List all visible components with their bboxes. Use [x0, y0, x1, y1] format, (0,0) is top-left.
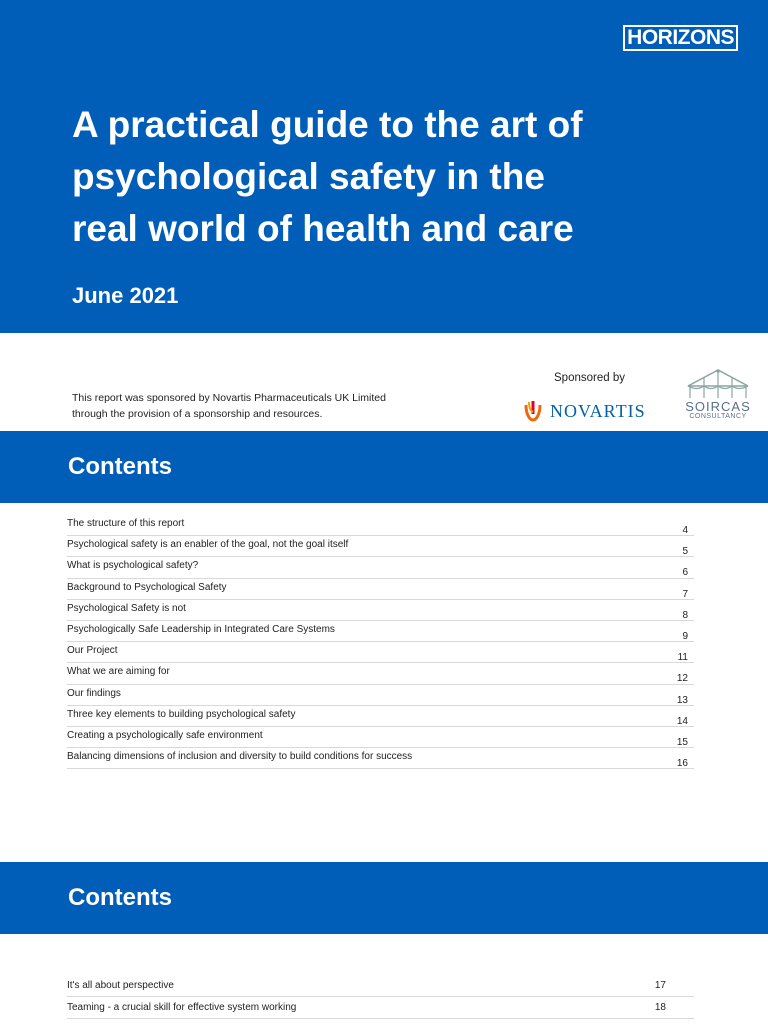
toc-entry[interactable] — [67, 975, 694, 997]
toc-entry[interactable] — [67, 579, 694, 600]
toc-entry-page: 12 — [676, 673, 688, 685]
novartis-wordmark: NOVARTIS — [550, 400, 646, 421]
sponsor-note-line: This report was sponsored by Novartis Pharmaceuticals UK Limited — [72, 392, 386, 404]
report-title-line: real world of health and care — [72, 208, 574, 249]
toc-entry[interactable] — [67, 663, 694, 684]
horizons-logo: HORIZONS — [623, 25, 738, 51]
toc-entry-title: The structure of this report — [67, 518, 185, 529]
toc-entry-page: 5 — [682, 546, 688, 558]
toc-entry-page: 7 — [682, 588, 688, 600]
toc-entry-page: 17 — [654, 980, 666, 991]
toc-entry-page: 13 — [676, 694, 688, 706]
soircas-logo — [680, 368, 756, 424]
toc-entry-title: Balancing dimensions of inclusion and diversity to build conditions for success — [67, 751, 413, 763]
toc-entry[interactable] — [67, 536, 694, 557]
report-title-line: psychological safety in the — [72, 156, 545, 197]
toc-entry-page: 11 — [677, 652, 688, 664]
toc-entry-title: Our Project — [67, 645, 118, 657]
contents-header — [0, 862, 768, 934]
toc-entry[interactable] — [67, 706, 694, 727]
toc-entry-title: Three key elements to building psychological safety — [67, 708, 296, 720]
toc-entry-title: Psychological Safety is not — [67, 602, 186, 614]
toc-entry[interactable] — [67, 557, 694, 578]
toc-entry-page: 8 — [682, 609, 688, 621]
toc-entry[interactable] — [67, 621, 694, 642]
novartis-logo — [522, 398, 646, 424]
toc-entry-title: Psychological safety is an enabler of the goal, not the goal itself — [67, 539, 349, 551]
cover-header — [0, 0, 768, 333]
toc-entry[interactable] — [67, 600, 694, 621]
toc-entry-page: 6 — [682, 567, 688, 579]
toc-entry-title: Teaming - a crucial skill for effective system working — [67, 1002, 297, 1013]
toc-entry-page: 4 — [682, 525, 688, 536]
toc-entry-page: 16 — [676, 758, 688, 770]
toc-entry-title: It's all about perspective — [67, 980, 174, 991]
report-title — [72, 99, 732, 255]
contents-heading: Contents — [68, 884, 172, 911]
toc-entry-title: Background to Psychological Safety — [67, 581, 227, 593]
toc-entry-title: What we are aiming for — [67, 666, 170, 678]
report-date: June 2021 — [72, 283, 179, 308]
toc-entry-title: Our findings — [67, 687, 121, 699]
sponsored-by-label: Sponsored by — [554, 372, 625, 384]
sponsor-note-line: through the provision of a sponsorship and resources. — [72, 408, 323, 420]
contents-heading: Contents — [68, 453, 172, 480]
toc-entry[interactable] — [67, 748, 694, 769]
toc-entry-title: Psychologically Safe Leadership in Integrated Care Systems — [67, 623, 335, 635]
toc-entry-title: What is psychological safety? — [67, 560, 199, 572]
toc-entry[interactable] — [67, 997, 694, 1019]
toc-entry[interactable] — [67, 685, 694, 706]
toc-entry[interactable] — [67, 515, 694, 536]
novartis-flame-icon — [522, 399, 544, 423]
report-title-line: A practical guide to the art of — [72, 104, 583, 145]
toc-entry-page: 18 — [654, 1002, 666, 1013]
toc-entry[interactable] — [67, 642, 694, 663]
toc-entry[interactable] — [67, 727, 694, 748]
toc-entry-page: 15 — [676, 736, 688, 748]
circus-tent-icon — [680, 368, 756, 400]
table-of-contents — [67, 515, 694, 769]
toc-entry-page: 14 — [676, 715, 688, 727]
toc-entry-page: 9 — [682, 630, 688, 642]
soircas-wordmark: SOIRCAS — [685, 399, 751, 414]
contents-header — [0, 431, 768, 503]
soircas-subtitle: CONSULTANCY — [689, 413, 747, 420]
sponsor-note — [72, 390, 432, 422]
toc-entry-title: Creating a psychologically safe environment — [67, 729, 263, 741]
table-of-contents — [67, 975, 694, 1019]
